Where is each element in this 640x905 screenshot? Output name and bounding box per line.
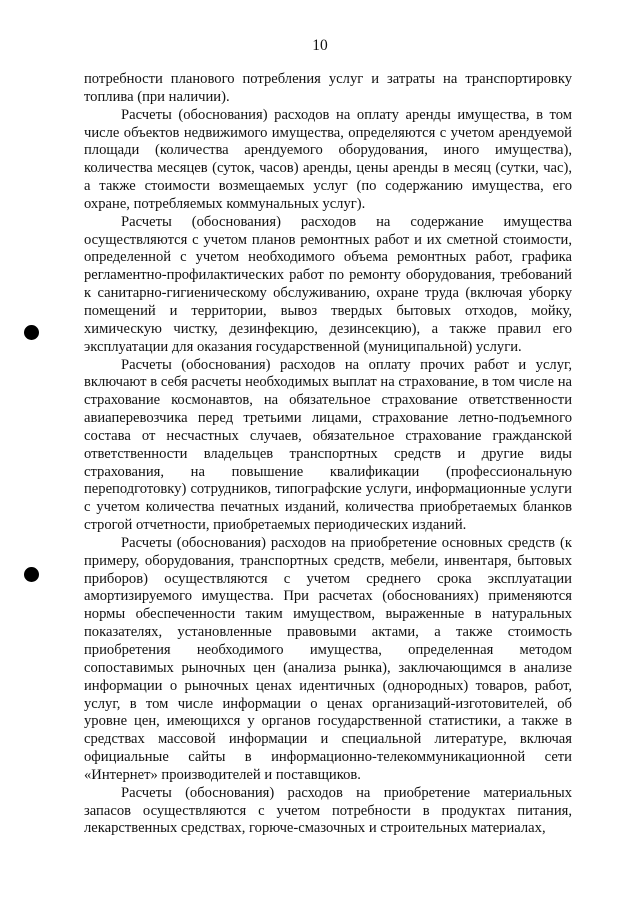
paragraph-rent: Расчеты (обоснования) расходов на оплату аренды имущества, в том числе объектов недвижимого имущества, определяются с учетом арендуемой площади (количества арендуемого оборудования, иного имущества), количества месяцев (суток, часов) аренды, цены аренды в месяц (сутки, час), а также стоимости возмещаемых услуг (по содержанию имущества, его охране, потребляемых коммунальных услуг). <box>84 106 572 212</box>
paragraph-continuation: потребности планового потребления услуг и затраты на транспортировку топлива (при наличии). <box>84 71 572 105</box>
paragraph-maintenance: Расчеты (обоснования) расходов на содержание имущества осуществляются с учетом планов ремонтных работ и их сметной стоимости, определенной с учетом необходимого объема ремонтных работ, графика регламентно-профилактических работ по ремонту оборудования, требований к санитарно-гигиеническому обслуживанию, охране труда (включая уборку помещений и территории, вывоз твердых бытовых отходов, мойку, химическую чистку, дезинфекцию, дезинсекцию), а также правил его эксплуатации для оказания государственной (муниципальной) услуги. <box>84 213 572 355</box>
document-body <box>84 71 572 838</box>
paragraph-material-stocks: Расчеты (обоснования) расходов на приобретение материальных запасов осуществляются с учетом потребности в продуктах питания, лекарственных средствах, горюче-смазочных и строительных материалах, <box>84 784 572 837</box>
page-number: 10 <box>312 37 328 54</box>
punch-hole-top <box>24 325 39 340</box>
paragraph-other-services: Расчеты (обоснования) расходов на оплату прочих работ и услуг, включают в себя расчеты необходимых выплат на страхование, в том числе на страхование космонавтов, на обязательное страхование ответственности авиаперевозчика перед третьими лицами, страхование летно-подъемного состава от несчастных случаев, обязательное страхование гражданской ответственности владельцев транспортных средств и другие виды страхования, на повышение квалификации (профессиональную переподготовку) сотрудников, типографские услуги, информационные услуги с учетом количества печатных изданий, количества приобретаемых бланков строгой отчетности, приобретаемых периодических изданий. <box>84 356 572 534</box>
punch-hole-bottom <box>24 567 39 582</box>
paragraph-fixed-assets: Расчеты (обоснования) расходов на приобретение основных средств (к примеру, оборудования, транспортных средств, мебели, инвентаря, бытовых приборов) осуществляются с учетом среднего срока эксплуатации амортизируемого имущества. При расчетах (обоснованиях) применяются нормы обеспеченности таким имуществом, выраженные в натуральных показателях, установленные правовыми актами, а также стоимость приобретения необходимого имущества, определенная методом сопоставимых рыночных цен (анализа рынка), заключающимся в анализе информации о рыночных ценах идентичных (однородных) товаров, работ, услуг, в том числе информации о ценах организаций-изготовителей, об уровне цен, имеющихся у органов государственной статистики, а также в средствах массовой информации и специальной литературе, включая официальные сайты в информационно-телекоммуникационной сети «Интернет» производителей и поставщиков. <box>84 534 572 783</box>
